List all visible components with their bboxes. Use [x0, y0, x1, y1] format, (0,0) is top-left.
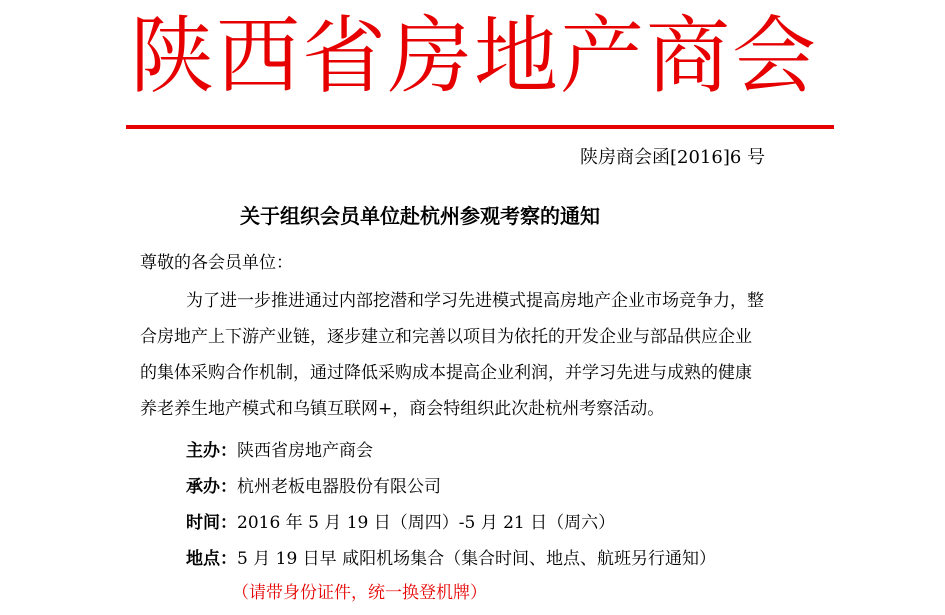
detail-value: 杭州老板电器股份有限公司 — [237, 477, 441, 497]
document-title: 关于组织会员单位赴杭州参观考察的通知 — [240, 204, 600, 228]
detail-organizer — [186, 438, 373, 464]
detail-time — [186, 510, 615, 536]
letterhead-org-name: 陕西省房地产商会 — [130, 7, 819, 105]
detail-host — [186, 474, 441, 500]
body-paragraph-line: 合房地产上下游产业链，逐步建立和完善以项目为依托的开发企业与部品供应企业 — [140, 327, 752, 347]
detail-label: 时间： — [186, 513, 237, 533]
detail-location — [186, 546, 716, 572]
detail-label: 地点： — [186, 549, 237, 569]
detail-value: 5 月 19 日早 咸阳机场集合（集合时间、地点、航班另行通知） — [237, 549, 717, 569]
detail-label: 承办： — [186, 477, 237, 497]
detail-value: 陕西省房地产商会 — [237, 441, 373, 461]
body-paragraph-line: 为了进一步推进通过内部挖潜和学习先进模式提高房地产企业市场竞争力，整 — [186, 291, 764, 311]
detail-label: 主办： — [186, 441, 237, 461]
body-paragraph-line: 的集体采购合作机制，通过降低采购成本提高企业利润，并学习先进与成熟的健康 — [140, 363, 752, 383]
detail-value: 2016 年 5 月 19 日（周四）-5 月 21 日（周六） — [237, 513, 616, 533]
document-number: 陕房商会函[2016]6 号 — [580, 147, 766, 168]
salutation: 尊敬的各会员单位： — [140, 253, 293, 273]
letterhead-divider — [126, 125, 834, 129]
body-paragraph-line: 养老养生地产模式和乌镇互联网+，商会特组织此次赴杭州考察活动。 — [140, 399, 665, 419]
id-document-note: （请带身份证件，统一换登机牌） — [232, 583, 487, 603]
